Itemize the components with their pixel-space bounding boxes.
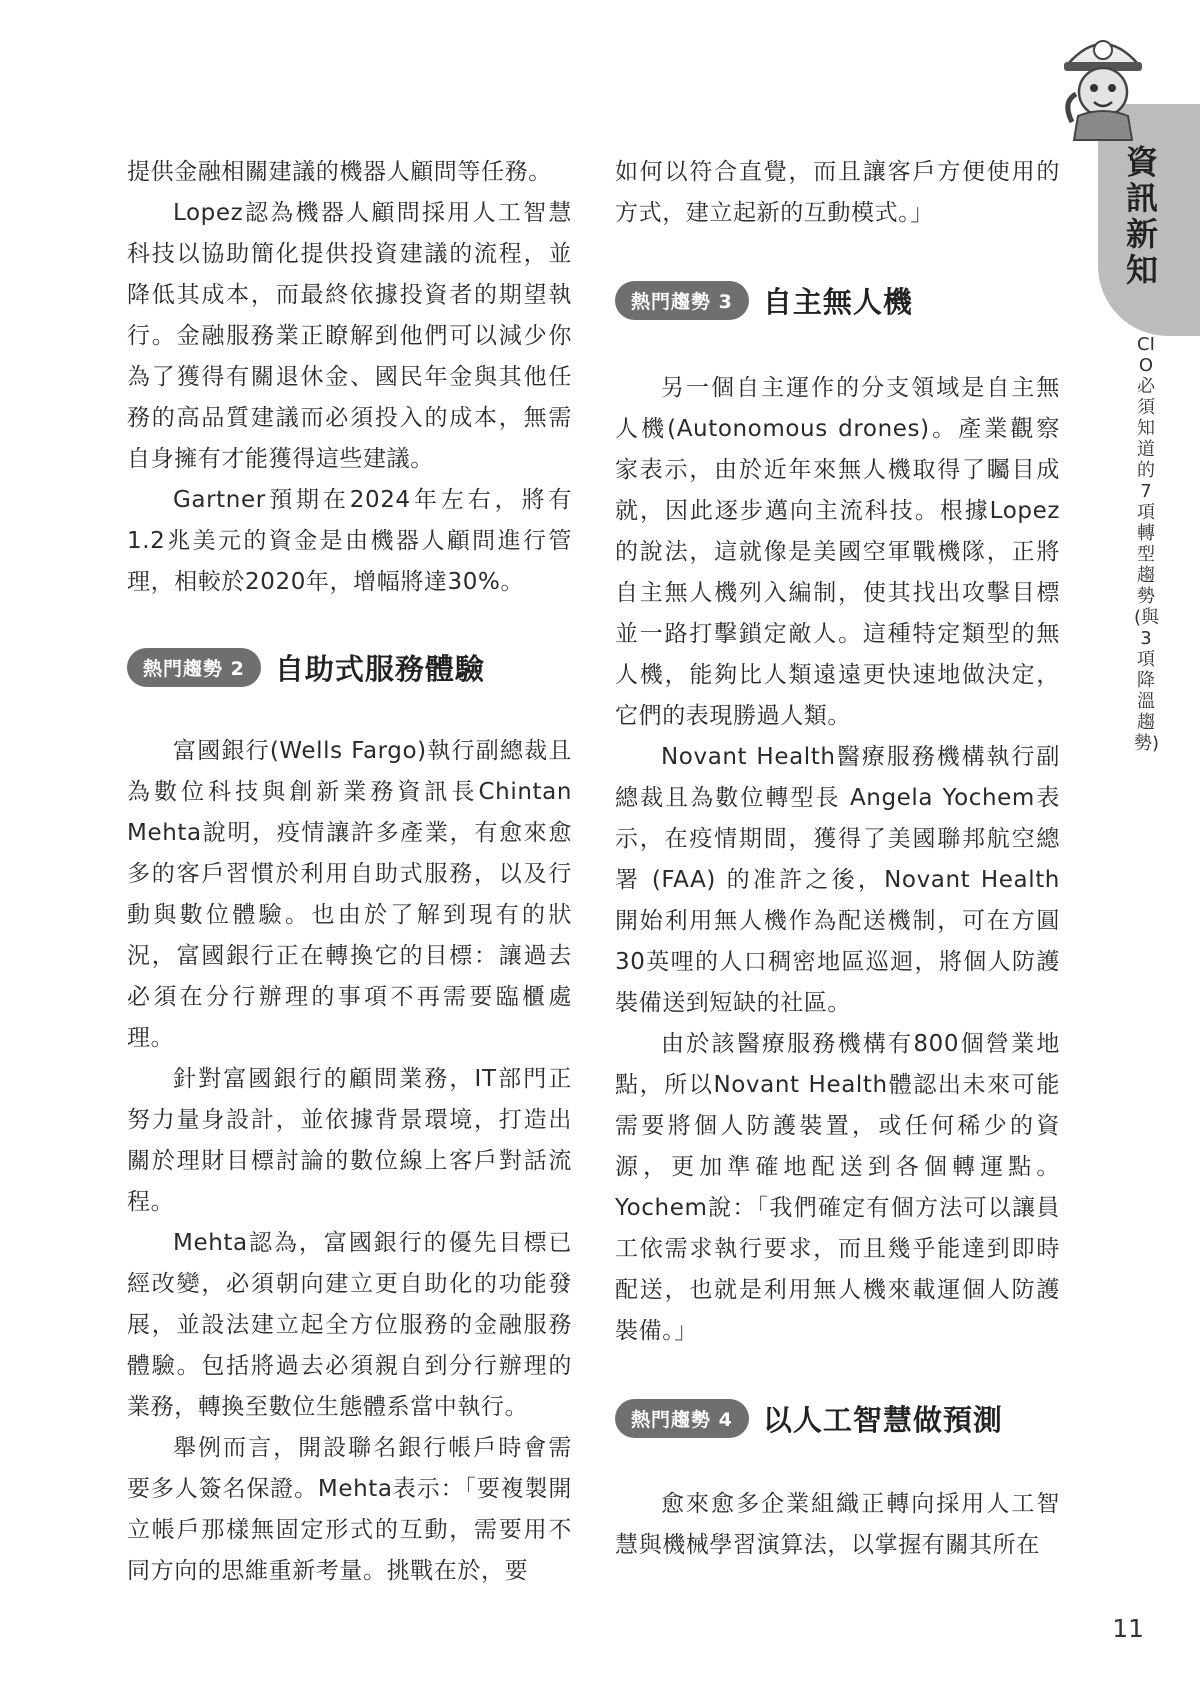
- section-title: 自助式服務體驗: [274, 651, 485, 686]
- paragraph: 提供金融相關建議的機器人顧問等任務。: [127, 159, 552, 185]
- paragraph: 另一個自主運作的分支領域是自主無人機(Autonomous drones)。產業觀察家表示，由於近年來無人機取得了矚目成就，因此逐步邁向主流科技。根據Lopez的說法，這就像是美國空軍戰機隊，正將自主無人機列入編制，使其找出攻擊目標並一路打擊鎖定敵人。這種特定類型的無人機，能夠比人類遠遠更快速地做決定，它們的表現勝過人類。: [615, 375, 1060, 729]
- paragraph: 舉例而言，開設聯名銀行帳戶時會需要多人簽名保證。Mehta表示：「要複製開立帳戶那樣無固定形式的互動，需要用不同方向的思維重新考量。挑戰在於，要: [127, 1435, 572, 1584]
- section-title: 以人工智慧做預測: [762, 1402, 1003, 1437]
- mascot-illustration: [1054, 30, 1152, 142]
- right-column: [615, 152, 1060, 1566]
- paragraph: Lopez認為機器人顧問採用人工智慧科技以協助簡化提供投資建議的流程，並降低其成本，而最終依據投資者的期望執行。金融服務業正瞭解到他們可以減少你為了獲得有關退休金、國民年金與其他任務的高品質建議而必須投入的成本，無需自身擁有才能獲得這些建議。: [127, 200, 572, 472]
- page-number: 11: [1112, 1614, 1144, 1643]
- section-heading-trend-3: [615, 278, 1060, 322]
- paragraph: 愈來愈多企業組織正轉向採用人工智慧與機械學習演算法，以掌握有關其所在: [615, 1491, 1060, 1558]
- paragraph: Gartner預期在2024年左右，將有1.2兆美元的資金是由機器人顧問進行管理，相較於2020年，增幅將達30%。: [127, 487, 572, 595]
- paragraph: 如何以符合直覺，而且讓客戶方便使用的方式，建立起新的互動模式。」: [615, 159, 1060, 226]
- section-title: 自主無人機: [762, 284, 913, 319]
- paragraph: Novant Health醫療服務機構執行副總裁且為數位轉型長 Angela Yochem表示，在疫情期間，獲得了美國聯邦航空總署 (FAA) 的准許之後，Novant Health 開始利用無人機作為配送機制，可在方圓30英哩的人口稠密地區巡迴，將個人防護裝備送到短缺的社區。: [615, 744, 1060, 1016]
- section-tab-label: 資訊新知: [1125, 143, 1158, 289]
- trend-badge: 熱門趨勢 3: [615, 281, 749, 320]
- side-article-title: CIO必須知道的7項轉型趨勢(與3項降溫趨勢): [1134, 334, 1160, 754]
- section-heading-trend-2: [127, 645, 572, 689]
- paragraph: 由於該醫療服務機構有800個營業地點，所以Novant Health體認出未來可能需要將個人防護裝置，或任何稀少的資源，更加準確地配送到各個轉運點。Yochem說：「我們確定有個方法可以讓員工依需求執行要求，而且幾乎能達到即時配送，也就是利用無人機來載運個人防護裝備。」: [615, 1031, 1060, 1344]
- left-column: [127, 152, 572, 1592]
- section-heading-trend-4: [615, 1396, 1060, 1440]
- paragraph: 針對富國銀行的顧問業務，IT部門正努力量身設計，並依據背景環境，打造出關於理財目標討論的數位線上客戶對話流程。: [127, 1066, 572, 1215]
- paragraph: Mehta認為，富國銀行的優先目標已經改變，必須朝向建立更自助化的功能發展，並設法建立起全方位服務的金融服務體驗。包括將過去必須親自到分行辦理的業務，轉換至數位生態體系當中執行。: [127, 1230, 572, 1420]
- trend-badge: 熱門趨勢 2: [127, 648, 261, 687]
- paragraph: 富國銀行(Wells Fargo)執行副總裁且為數位科技與創新業務資訊長Chintan Mehta說明，疫情讓許多產業，有愈來愈多的客戶習慣於利用自助式服務，以及行動與數位體驗。也由於了解到現有的狀況，富國銀行正在轉換它的目標：讓過去必須在分行辦理的事項不再需要臨櫃處理。: [127, 738, 572, 1051]
- trend-badge: 熱門趨勢 4: [615, 1399, 749, 1438]
